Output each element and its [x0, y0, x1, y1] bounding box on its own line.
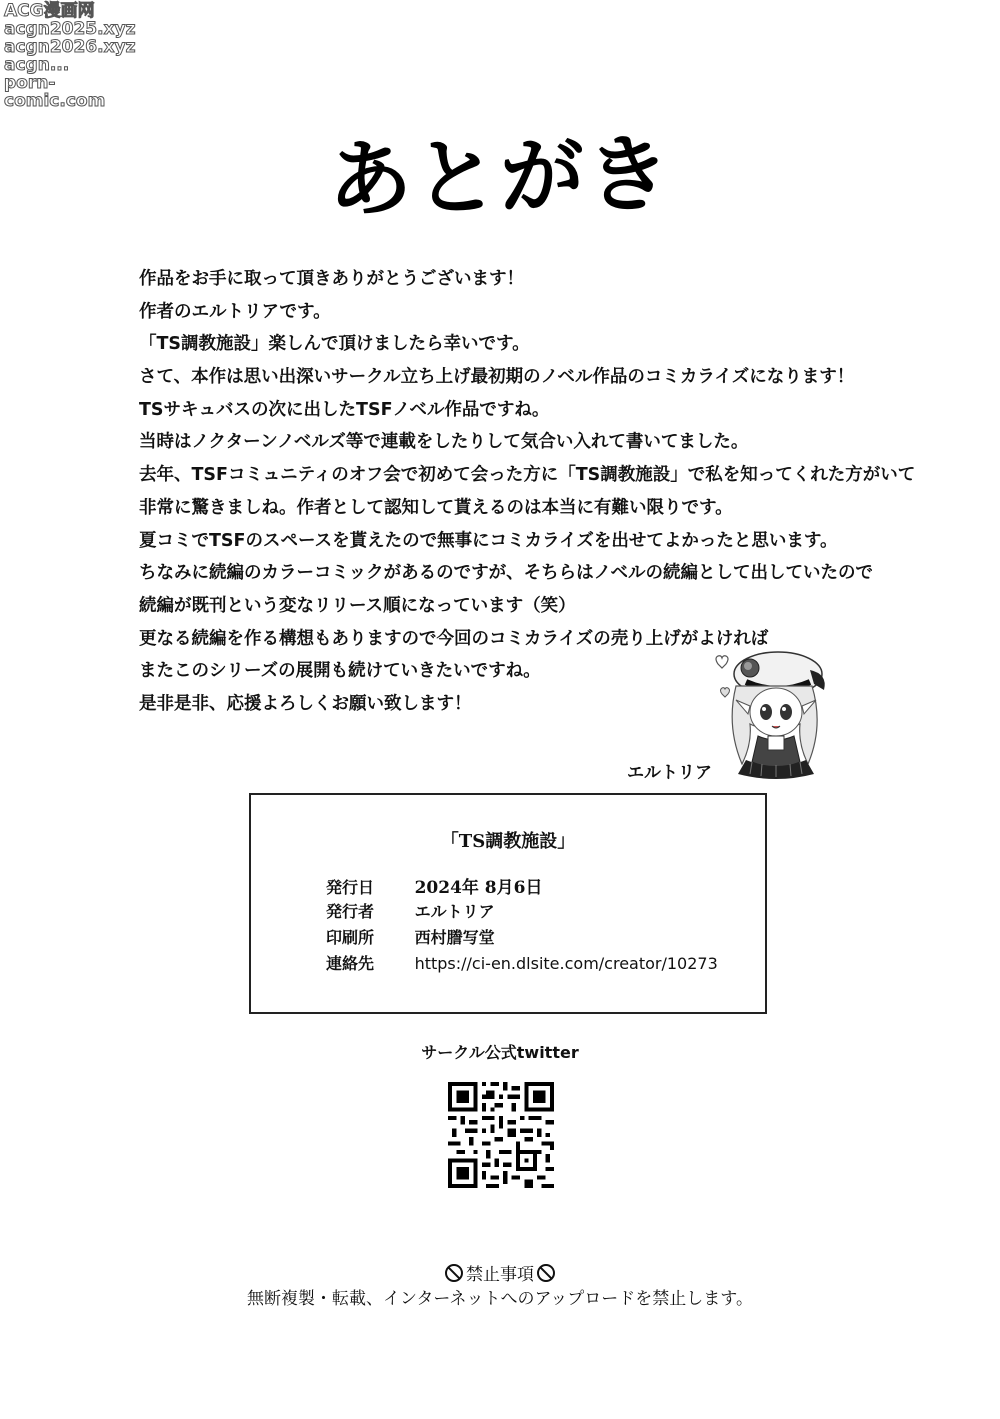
- body-line: TSサキュバスの次に出したTSFノベル作品ですね。: [139, 399, 550, 420]
- body-line: 「TS調教施設」楽しんで頂けましたら幸いです。: [139, 334, 530, 355]
- body-line: 当時はノクターンノベルズ等で連載をしたりして気合い入れて書いてました。: [139, 432, 749, 453]
- body-line: 夏コミでTSFのスペースを貰えたので無事にコミカライズを出せてよかったと思います。: [139, 530, 838, 551]
- colophon-row-publisher: [326, 899, 495, 922]
- prohibited-icon: [445, 1264, 463, 1282]
- colophon-row-printer: [326, 925, 495, 948]
- colophon-box: [249, 793, 767, 1014]
- author-signature: エルトリア: [627, 763, 712, 783]
- watermark-line: acgn2026.xyz: [4, 37, 136, 57]
- colophon-row-contact: [326, 951, 718, 974]
- colophon-row-date: [326, 873, 542, 898]
- body-line: 作品をお手に取って頂きありがとうございます！: [139, 269, 524, 289]
- colophon-value: 2024年 8月6日: [414, 878, 543, 898]
- prohibited-icon: [537, 1264, 555, 1282]
- body-line: 是非是非、応援よろしくお願い致します！: [139, 693, 472, 714]
- body-line: 更なる続編を作る構想もありますので今回のコミカライズの売り上げがよければ: [139, 628, 769, 649]
- prohibition-text: 無断複製・転載、インターネットへのアップロードを禁止します。: [247, 1289, 753, 1309]
- body-line: ちなみに続編のカラーコミックがあるのですが、そちらはノベルの続編として出していたので: [139, 563, 873, 584]
- colophon-label: 発行日: [326, 878, 375, 897]
- body-line: 続編が既刊という変なリリース順になっています（笑）: [139, 595, 576, 616]
- watermark-line: acgn2025.xyz: [4, 19, 136, 39]
- twitter-label: サークル公式twitter: [421, 1043, 579, 1062]
- contact-url[interactable]: https://ci-en.dlsite.com/creator/10273: [414, 954, 718, 973]
- body-line: 作者のエルトリアです。: [139, 301, 331, 322]
- watermark-line: acgn...: [4, 55, 70, 75]
- watermark: [4, 2, 154, 110]
- prohibition-title-text: 禁止事項: [466, 1265, 534, 1285]
- qr-code-icon[interactable]: [448, 1082, 554, 1188]
- body-line: さて、本作は思い出深いサークル立ち上げ最初期のノベル作品のコミカライズになります！: [139, 367, 855, 388]
- colophon-title: 「TS調教施設」: [440, 831, 576, 852]
- body-line: 非常に驚きましね。作者として認知して貰えるのは本当に有難い限りです。: [139, 497, 733, 518]
- colophon-label: 発行者: [326, 902, 375, 921]
- chibi-character-illustration: [706, 642, 836, 782]
- body-line: またこのシリーズの展開も続けていきたいですね。: [139, 661, 541, 682]
- colophon-label: 連絡先: [326, 954, 375, 973]
- prohibition-title: [0, 1260, 1000, 1285]
- watermark-line: ACG漫画网: [4, 1, 95, 21]
- colophon-value: 西村謄写堂: [414, 928, 495, 947]
- watermark-line: porn-comic.com: [4, 73, 106, 111]
- colophon-label: 印刷所: [326, 928, 375, 947]
- body-line: 去年、TSFコミュニティのオフ会で初めて会った方に「TS調教施設」で私を知ってくれた方がいて: [139, 465, 916, 486]
- colophon-value: エルトリア: [414, 902, 495, 921]
- page-title: あとがき: [327, 124, 673, 229]
